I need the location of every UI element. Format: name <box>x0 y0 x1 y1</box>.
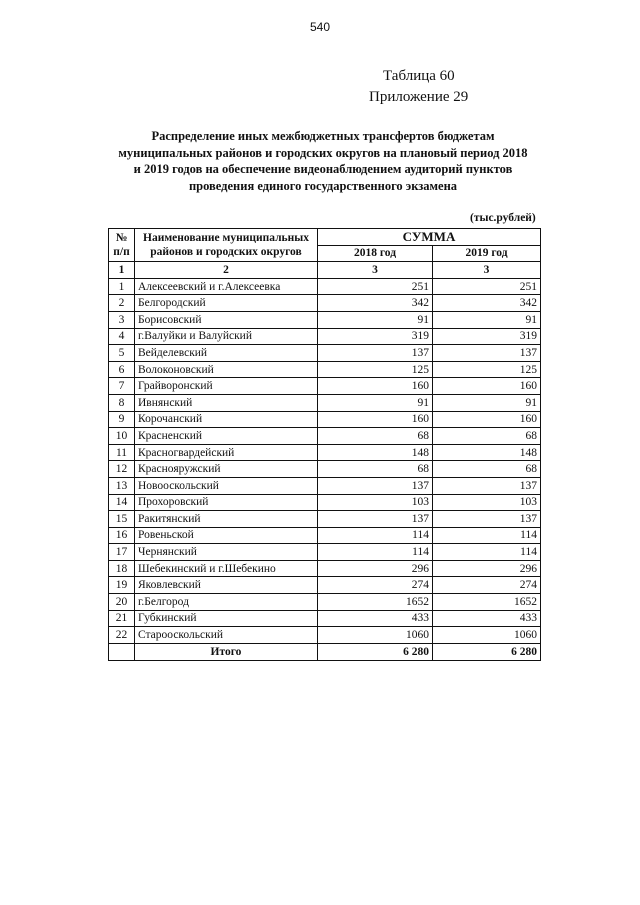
value-2018: 137 <box>318 345 433 362</box>
table-label: Таблица 60 <box>383 68 455 84</box>
value-2019: 251 <box>433 278 541 295</box>
row-number: 21 <box>109 610 135 627</box>
value-2018: 91 <box>318 394 433 411</box>
district-name: Ровеньской <box>135 527 318 544</box>
value-2019: 319 <box>433 328 541 345</box>
value-2019: 137 <box>433 511 541 528</box>
value-2018: 68 <box>318 461 433 478</box>
value-2018: 160 <box>318 411 433 428</box>
district-name: Белгородский <box>135 295 318 312</box>
table-row <box>109 295 541 312</box>
row-number: 13 <box>109 477 135 494</box>
table-row <box>109 594 541 611</box>
value-2019: 114 <box>433 527 541 544</box>
district-name: Грайворонский <box>135 378 318 395</box>
page-number: 540 <box>309 20 331 34</box>
row-number: 3 <box>109 311 135 328</box>
row-number: 2 <box>109 295 135 312</box>
unit-label: (тыс.рублей) <box>470 212 536 224</box>
value-2018: 1652 <box>318 594 433 611</box>
value-2018: 68 <box>318 428 433 445</box>
table-row <box>109 494 541 511</box>
row-number: 17 <box>109 544 135 561</box>
column-index: 1 <box>109 262 135 279</box>
table-row <box>109 461 541 478</box>
row-number: 7 <box>109 378 135 395</box>
row-number: 19 <box>109 577 135 594</box>
table-row <box>109 311 541 328</box>
total-row <box>109 643 541 660</box>
table-row <box>109 511 541 528</box>
value-2019: 296 <box>433 560 541 577</box>
header-year-2019: 2019 год <box>433 245 541 262</box>
district-name: Чернянский <box>135 544 318 561</box>
row-number: 14 <box>109 494 135 511</box>
table-row <box>109 444 541 461</box>
value-2019: 433 <box>433 610 541 627</box>
district-name: Борисовский <box>135 311 318 328</box>
district-name: Губкинский <box>135 610 318 627</box>
table-row <box>109 345 541 362</box>
table-row <box>109 378 541 395</box>
value-2019: 137 <box>433 345 541 362</box>
district-name: Новооскольский <box>135 477 318 494</box>
value-2018: 125 <box>318 361 433 378</box>
table-row <box>109 560 541 577</box>
title-line: и 2019 годов на обеспечение видеонаблюдением аудиторий пунктов <box>133 162 513 176</box>
value-2019: 342 <box>433 295 541 312</box>
total-2018: 6 280 <box>318 643 433 660</box>
table-body <box>109 278 541 643</box>
value-2018: 91 <box>318 311 433 328</box>
district-name: Корочанский <box>135 411 318 428</box>
value-2018: 251 <box>318 278 433 295</box>
value-2018: 296 <box>318 560 433 577</box>
value-2018: 1060 <box>318 627 433 644</box>
value-2019: 68 <box>433 461 541 478</box>
title-line: проведения единого государственного экзамена <box>188 178 458 193</box>
table-row <box>109 477 541 494</box>
table-row <box>109 577 541 594</box>
district-name: Краснояружский <box>135 461 318 478</box>
district-name: Ивнянский <box>135 394 318 411</box>
row-number: 9 <box>109 411 135 428</box>
row-number: 12 <box>109 461 135 478</box>
row-number: 22 <box>109 627 135 644</box>
value-2019: 125 <box>433 361 541 378</box>
row-number: 18 <box>109 560 135 577</box>
row-number: 11 <box>109 444 135 461</box>
value-2019: 1060 <box>433 627 541 644</box>
table-row <box>109 361 541 378</box>
table-row <box>109 278 541 295</box>
total-2019: 6 280 <box>433 643 541 660</box>
district-name: Вейделевский <box>135 345 318 362</box>
row-number: 8 <box>109 394 135 411</box>
value-2018: 137 <box>318 477 433 494</box>
document-title <box>88 128 558 194</box>
table-row <box>109 627 541 644</box>
table-row <box>109 544 541 561</box>
header-number: № п/п <box>109 229 135 262</box>
value-2019: 103 <box>433 494 541 511</box>
value-2019: 137 <box>433 477 541 494</box>
value-2018: 114 <box>318 544 433 561</box>
value-2019: 68 <box>433 428 541 445</box>
header-name: Наименование муниципальных районов и городских округов <box>135 229 318 262</box>
table-row <box>109 328 541 345</box>
row-number: 16 <box>109 527 135 544</box>
value-2019: 1652 <box>433 594 541 611</box>
row-number: 5 <box>109 345 135 362</box>
row-number: 4 <box>109 328 135 345</box>
table-row <box>109 527 541 544</box>
value-2018: 342 <box>318 295 433 312</box>
value-2018: 114 <box>318 527 433 544</box>
header-sum: СУММА <box>318 229 541 246</box>
appendix-label: Приложение 29 <box>369 89 469 105</box>
district-name: г.Валуйки и Валуйский <box>135 328 318 345</box>
district-name: Алексеевский и г.Алексеевка <box>135 278 318 295</box>
value-2018: 148 <box>318 444 433 461</box>
district-name: Волоконовский <box>135 361 318 378</box>
row-number: 20 <box>109 594 135 611</box>
value-2019: 160 <box>433 378 541 395</box>
value-2019: 160 <box>433 411 541 428</box>
row-number: 15 <box>109 511 135 528</box>
district-name: Прохоровский <box>135 494 318 511</box>
row-number: 10 <box>109 428 135 445</box>
column-index: 3 <box>433 262 541 279</box>
header-year-2018: 2018 год <box>318 245 433 262</box>
district-name: Шебекинский и г.Шебекино <box>135 560 318 577</box>
district-name: Красненский <box>135 428 318 445</box>
value-2019: 148 <box>433 444 541 461</box>
transfers-table <box>108 228 541 661</box>
value-2019: 91 <box>433 311 541 328</box>
row-number: 1 <box>109 278 135 295</box>
table-row <box>109 610 541 627</box>
title-line: Распределение иных межбюджетных трансфертов бюджетам <box>151 129 495 143</box>
district-name: г.Белгород <box>135 594 318 611</box>
value-2019: 274 <box>433 577 541 594</box>
value-2018: 319 <box>318 328 433 345</box>
total-label: Итого <box>135 643 318 660</box>
column-index: 3 <box>318 262 433 279</box>
district-name: Ракитянский <box>135 511 318 528</box>
table-row <box>109 411 541 428</box>
district-name: Яковлевский <box>135 577 318 594</box>
value-2019: 91 <box>433 394 541 411</box>
value-2018: 274 <box>318 577 433 594</box>
column-index: 2 <box>135 262 318 279</box>
value-2018: 103 <box>318 494 433 511</box>
value-2019: 114 <box>433 544 541 561</box>
value-2018: 137 <box>318 511 433 528</box>
value-2018: 160 <box>318 378 433 395</box>
district-name: Старооскольский <box>135 627 318 644</box>
title-line: муниципальных районов и городских округов на плановый период 2018 <box>118 145 528 160</box>
value-2018: 433 <box>318 610 433 627</box>
table-row <box>109 428 541 445</box>
row-number: 6 <box>109 361 135 378</box>
district-name: Красногвардейский <box>135 444 318 461</box>
table-row <box>109 394 541 411</box>
